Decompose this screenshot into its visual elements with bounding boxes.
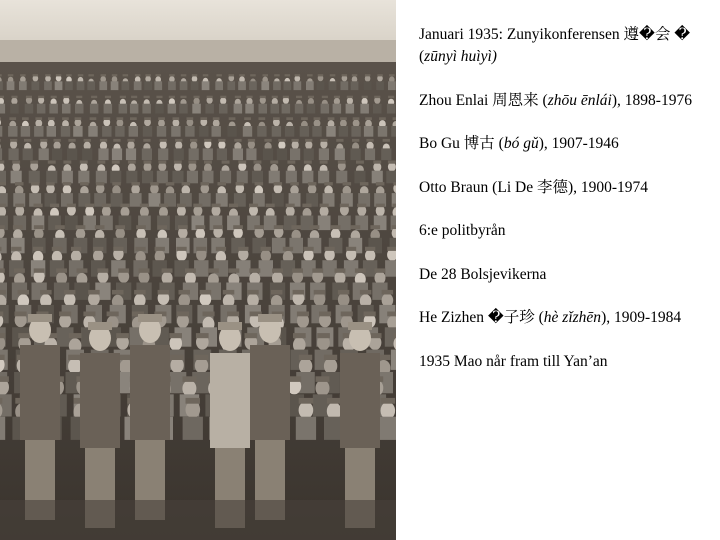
- entry-text: De 28 Bolsjevikerna: [419, 265, 547, 283]
- text-entry: [419, 24, 715, 68]
- entry-pinyin: zhōu ēnlái: [547, 91, 612, 109]
- entry-text: He Zizhen �子珍 (: [419, 309, 544, 326]
- entry-pinyin: bó gǔ: [503, 135, 539, 152]
- entry-text: ), 1898-1976: [611, 91, 692, 109]
- text-entry: [419, 220, 715, 242]
- text-column: [419, 24, 715, 394]
- text-entry: [419, 90, 715, 112]
- text-entry: [419, 133, 715, 155]
- entry-pinyin: hè zǐzhēn: [543, 309, 602, 326]
- entry-text: Januari 1935: Zunyikonferensen 遵�会 � (: [419, 26, 691, 65]
- entry-text: Bo Gu 博古 (: [419, 135, 504, 152]
- entry-text: 6:e politbyrån: [419, 222, 506, 239]
- entry-text: ), 1907-1946: [538, 135, 619, 152]
- text-entry: [419, 351, 715, 373]
- text-entry: [419, 307, 715, 329]
- entry-text: Zhou Enlai 周恩来 (: [419, 91, 548, 109]
- entry-text: Otto Braun (Li De 李德), 1900-1974: [419, 178, 649, 196]
- entry-text: ), 1909-1984: [601, 309, 682, 326]
- text-entry: [419, 177, 715, 199]
- entry-text: 1935 Mao når fram till Yan’an: [419, 352, 608, 370]
- entry-pinyin: zūnyì huìyì): [424, 48, 497, 65]
- text-entry: [419, 264, 715, 286]
